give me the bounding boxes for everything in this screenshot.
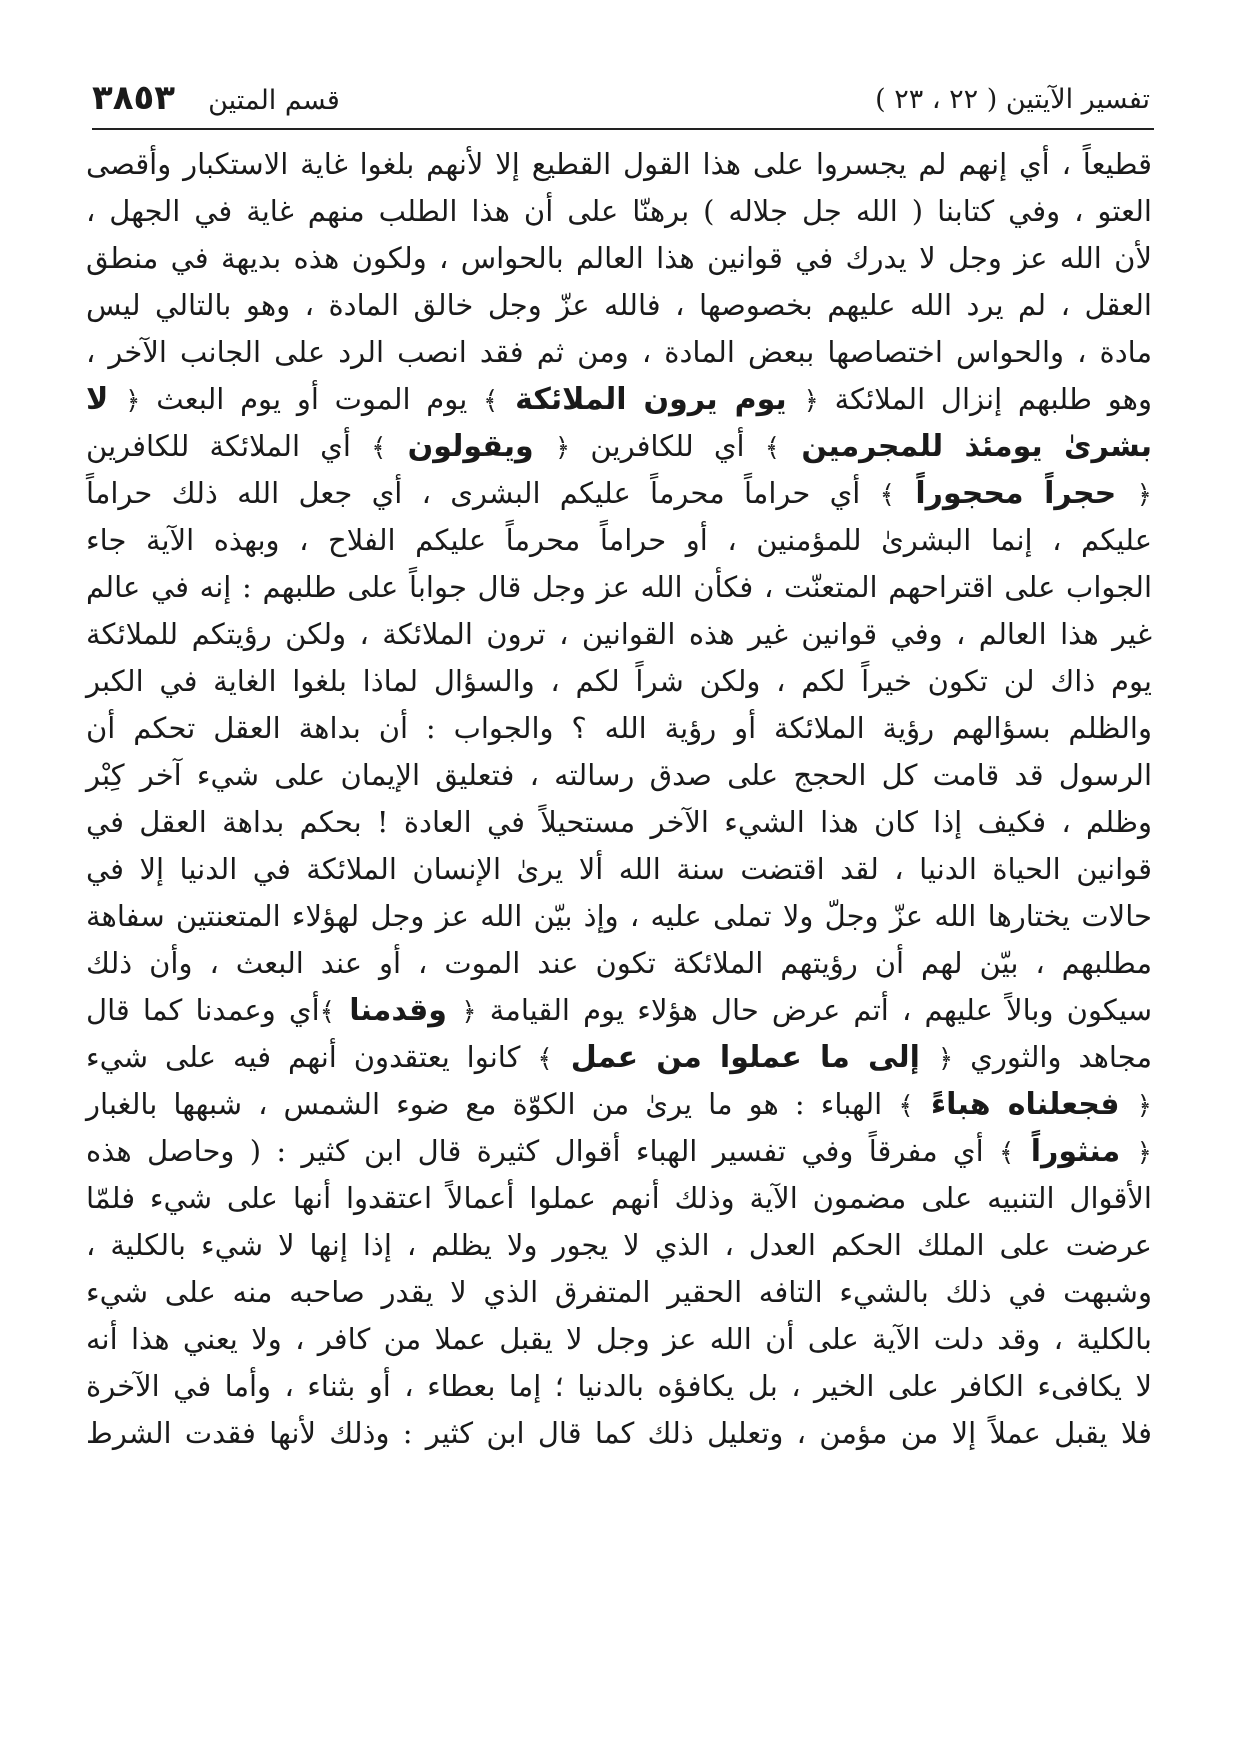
text-run: مجاهد والثوري	[953, 1040, 1152, 1074]
text-line	[86, 282, 1152, 329]
text-line	[86, 846, 1152, 893]
text-run: والظلم بسؤالهم رؤية الملائكة أو رؤية الله ؟ والجواب : أن بداهة العقل تحكم أن	[86, 711, 1152, 745]
quran-quote: حجراً محجوراً	[894, 476, 1137, 511]
ornate-bracket: ﴿	[125, 386, 141, 416]
text-line	[86, 235, 1152, 282]
ornate-bracket: ﴿	[938, 1044, 954, 1074]
header-left-group	[92, 78, 340, 118]
quran-quote: إلى ما عملوا من عمل	[552, 1040, 939, 1075]
text-line	[86, 1269, 1152, 1316]
quran-quote: بشرىٰ يومئذ للمجرمين	[780, 429, 1152, 464]
text-line	[86, 188, 1152, 235]
text-run: وشبهت في ذلك بالشيء التافه الحقير المتفرق الذي لا يقدر صاحبه منه على شيء	[86, 1275, 1152, 1309]
ornate-bracket: ﴿	[1136, 1091, 1152, 1121]
text-run: العقل ، لم يرد الله عليهم بخصوصها ، فالله عزّ وجل خالق المادة ، وهو بالتالي ليس	[86, 288, 1152, 322]
text-run: يوم الموت أو يوم البعث	[140, 382, 483, 416]
text-run: أي مفرقاً وفي تفسير الهباء أقوال كثيرة قال ابن كثير : ( وحاصل هذه	[86, 1134, 999, 1168]
quran-quote: فجعلناه هباءً	[913, 1087, 1137, 1122]
quran-quote: وقدمنا	[334, 993, 462, 1028]
ornate-bracket: ﴾	[483, 386, 499, 416]
text-line	[86, 893, 1152, 940]
text-run: وهو طلبهم إنزال الملائكة	[818, 382, 1152, 416]
ornate-bracket: ﴿	[1136, 1138, 1152, 1168]
header-rule	[92, 128, 1154, 130]
quran-quote: ويقولون	[386, 429, 556, 464]
running-title: تفسير الآيتين ( ٢٢ ، ٢٣ )	[875, 84, 1150, 115]
text-line	[86, 517, 1152, 564]
text-run: قوانين الحياة الدنيا ، لقد اقتضت سنة الله ألا يرىٰ الإنسان الملائكة في الدنيا إلا في	[86, 852, 1152, 886]
text-run: أي وعمدنا كما قال	[86, 993, 320, 1027]
text-line	[86, 1034, 1152, 1081]
text-run: أي للكافرين	[570, 429, 765, 463]
text-line	[86, 752, 1152, 799]
text-run: أي حراماً محرماً عليكم البشرى ، أي جعل الله ذلك حراماً	[86, 476, 880, 510]
text-run: وظلم ، فكيف إذا كان هذا الشيء الآخر مستحيلاً في العادة ! بحكم بداهة العقل في	[86, 805, 1152, 839]
text-run: عليكم ، إنما البشرىٰ للمؤمنين ، أو حراماً محرماً عليكم الفلاح ، وبهذه الآية جاء	[86, 523, 1152, 557]
text-line	[86, 329, 1152, 376]
text-run: الأقوال التنبيه على مضمون الآية وذلك أنهم عملوا أعمالاً اعتقدوا أنها على شيء فلمّا	[86, 1181, 1152, 1215]
text-run: فلا يقبل عملاً إلا من مؤمن ، وتعليل ذلك كما قال ابن كثير : وذلك لأنها فقدت الشرط	[86, 1416, 1152, 1450]
text-run: مادة ، والحواس اختصاصها ببعض المادة ، ومن ثم فقد انصب الرد على الجانب الآخر ،	[86, 335, 1152, 369]
body-text	[86, 141, 1152, 1457]
ornate-bracket: ﴿	[803, 386, 819, 416]
text-run: لا يكافىء الكافر على الخير ، بل يكافؤه بالدنيا ؛ إما بعطاء ، أو بثناء ، وأما في الآخرة	[86, 1369, 1152, 1403]
page-header	[92, 72, 1150, 122]
text-line	[86, 423, 1152, 470]
text-run: كانوا يعتقدون أنهم فيه على شيء	[86, 1040, 538, 1074]
ornate-bracket: ﴿	[555, 433, 571, 463]
ornate-bracket: ﴾	[879, 480, 895, 510]
ornate-bracket: ﴿	[1136, 480, 1153, 510]
text-line	[86, 799, 1152, 846]
ornate-bracket: ﴾	[319, 997, 335, 1027]
text-run: قطيعاً ، أي إنهم لم يجسروا على هذا القول القطيع إلا لأنهم بلغوا غاية الاستكبار وأقصى	[86, 147, 1152, 181]
text-line	[86, 658, 1152, 705]
text-run: الجواب على اقتراحهم المتعنّت ، فكأن الله عز وجل قال جواباً على طلبهم : إنه في عالم	[86, 570, 1152, 604]
text-line	[86, 1363, 1152, 1410]
ornate-bracket: ﴾	[898, 1091, 914, 1121]
ornate-bracket: ﴾	[537, 1044, 553, 1074]
text-run: غير هذا العالم ، وفي قوانين غير هذه القوانين ، ترون الملائكة ، ولكن رؤيتكم للملائكة	[86, 617, 1152, 651]
text-line	[86, 470, 1152, 517]
quran-quote: منثوراً	[1014, 1134, 1137, 1169]
text-run: أي الملائكة للكافرين	[86, 429, 372, 463]
text-line	[86, 1128, 1152, 1175]
text-line	[86, 376, 1152, 423]
text-line	[86, 940, 1152, 987]
text-run: حالات يختارها الله عزّ وجلّ ولا تملى عليه ، وإذ بيّن الله عز وجل لهؤلاء المتعنتين سفاهة	[86, 899, 1152, 933]
text-line	[86, 1222, 1152, 1269]
text-run: الهباء : هو ما يرىٰ من الكوّة مع ضوء الشمس ، شبهها بالغبار	[86, 1087, 899, 1121]
text-line	[86, 987, 1152, 1034]
text-run: بالكلية ، وقد دلت الآية على أن الله عز وجل لا يقبل عملا من كافر ، ولا يعني هذا أنه	[86, 1322, 1152, 1356]
section-name: قسم المتين	[208, 85, 340, 116]
text-line	[86, 1316, 1152, 1363]
text-run: العتو ، وفي كتابنا ( الله جل جلاله ) برهنّا على أن هذا الطلب منهم غاية في الجهل ،	[86, 194, 1152, 228]
quran-quote: يوم يرون الملائكة	[498, 382, 804, 417]
ornate-bracket: ﴾	[999, 1138, 1015, 1168]
text-run: مطلبهم ، بيّن لهم أن رؤيتهم الملائكة تكون عند الموت ، أو عند البعث ، وأن ذلك	[86, 946, 1152, 980]
text-line	[86, 705, 1152, 752]
ornate-bracket: ﴾	[371, 433, 387, 463]
text-run: سيكون وبالاً عليهم ، أتم عرض حال هؤلاء يوم القيامة	[476, 993, 1152, 1027]
text-line	[86, 1410, 1152, 1457]
text-line	[86, 1175, 1152, 1222]
text-line	[86, 141, 1152, 188]
text-run: الرسول قد قامت كل الحجج على صدق رسالته ، فتعليق الإيمان على شيء آخر كِبْر	[86, 758, 1152, 792]
text-line	[86, 1081, 1152, 1128]
text-line	[86, 611, 1152, 658]
text-run: لأن الله عز وجل لا يدرك في قوانين هذا العالم بالحواس ، ولكون هذه بديهة في منطق	[86, 241, 1152, 275]
page-number: ٣٨٥٣	[92, 78, 176, 118]
text-run: عرضت على الملك الحكم العدل ، الذي لا يجور ولا يظلم ، إذا إنها لا شيء بالكلية ،	[86, 1228, 1152, 1262]
ornate-bracket: ﴿	[461, 997, 477, 1027]
text-line	[86, 564, 1152, 611]
text-run: يوم ذاك لن تكون خيراً لكم ، ولكن شراً لكم ، والسؤال لماذا بلغوا الغاية في الكبر	[86, 664, 1152, 698]
ornate-bracket: ﴾	[764, 433, 780, 463]
quran-quote: لا	[86, 382, 126, 417]
